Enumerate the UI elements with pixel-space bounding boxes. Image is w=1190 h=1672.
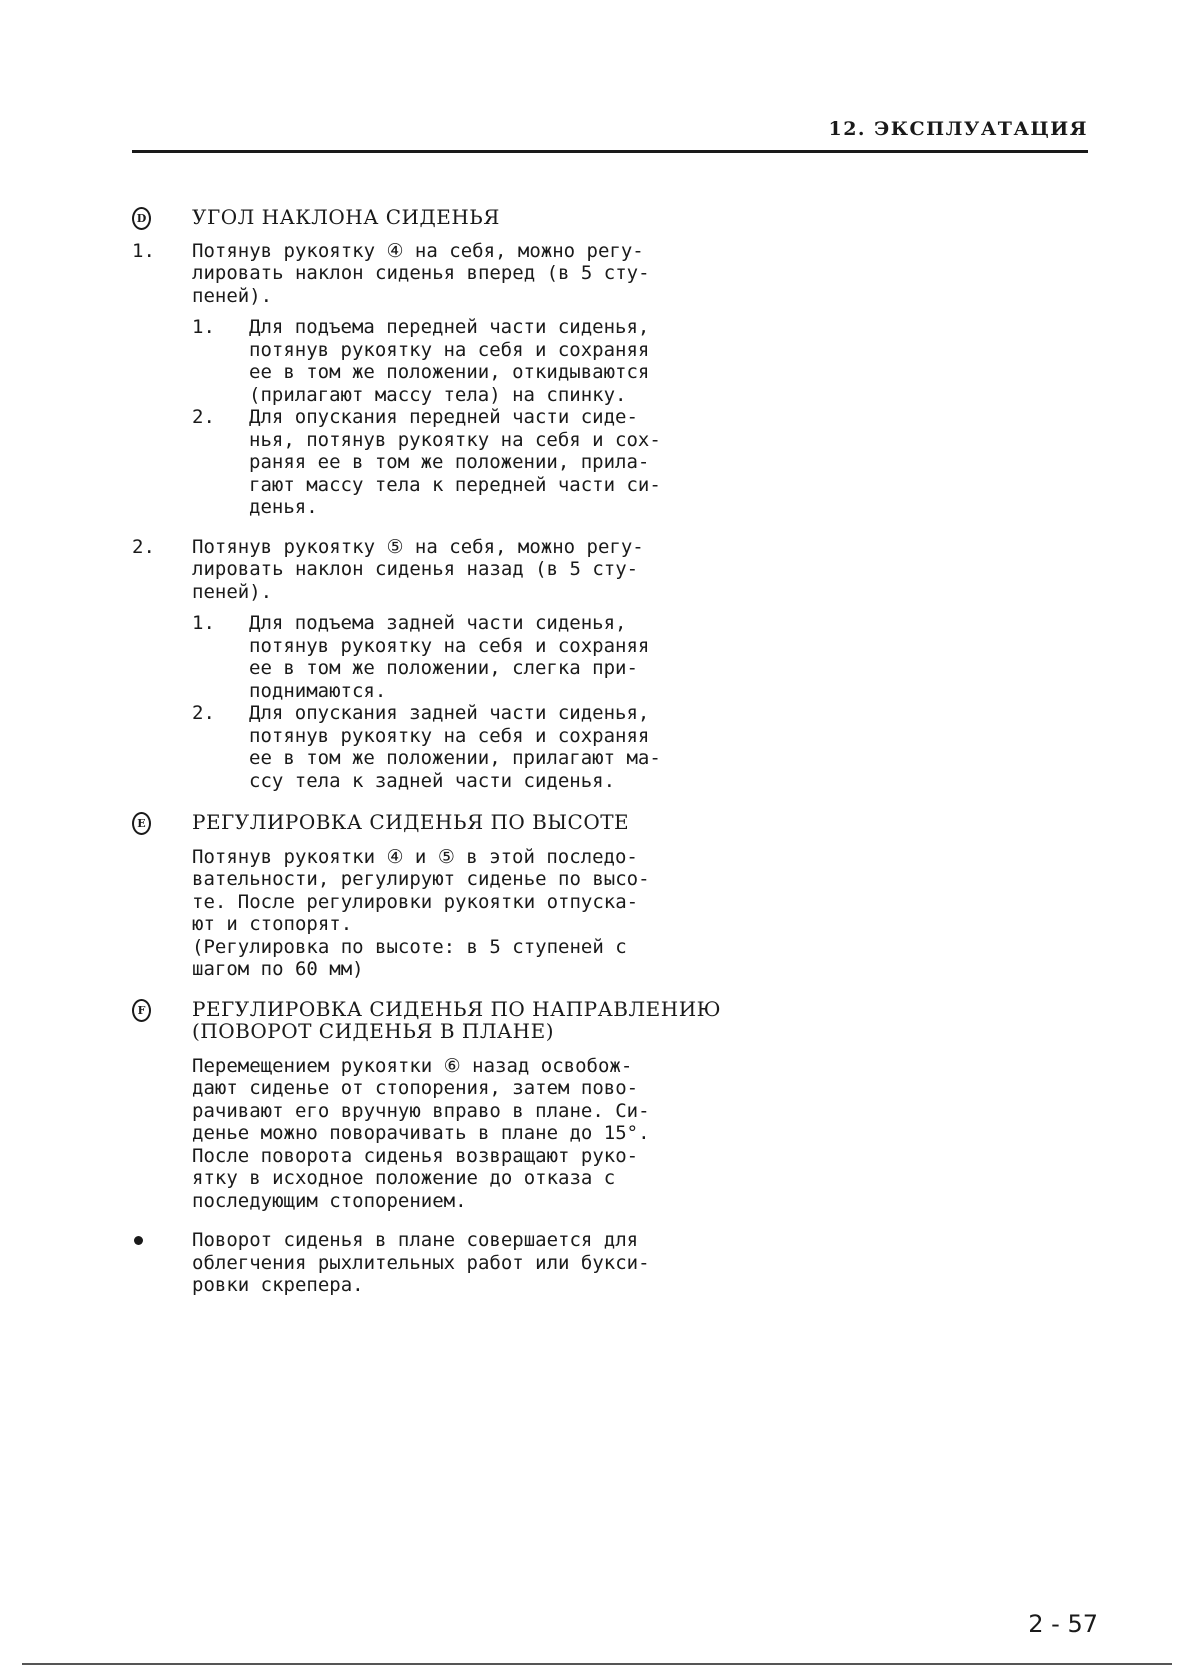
text-line: пеней). (192, 284, 273, 307)
text-line: облегчения рыхлительных работ или букси- (192, 1251, 650, 1274)
text-line: Потянув рукоятки ④ и ⑤ в этой последо- (192, 845, 638, 868)
text-line: нья, потянув рукоятку на себя и сох- (249, 428, 661, 451)
section-d-title: УГОЛ НАКЛОНА СИДЕНЬЯ (192, 205, 500, 229)
section-d-heading (132, 206, 792, 229)
sub-item-number: 1. (192, 612, 215, 634)
section-e-heading (132, 811, 792, 834)
section-f-title-line-2: (ПОВОРОТ СИДЕНЬЯ В ПЛАНЕ) (192, 1019, 554, 1043)
text-line: пеней). (192, 580, 273, 603)
text-line: ссу тела к задней части сиденья. (249, 769, 616, 792)
sub-item-number: 1. (192, 316, 215, 338)
text-line: После поворота сиденья возвращают руко- (192, 1144, 639, 1167)
text-line: ют и стопорят. (192, 913, 353, 935)
text-line: Для опускания задней части сиденья, (249, 702, 650, 724)
text-line: лировать наклон сиденья назад (в 5 сту- (192, 558, 639, 580)
text-line: ее в том же положении, откидываются (249, 361, 650, 383)
header-divider (132, 150, 1088, 153)
d-item-1-sub-2 (132, 406, 792, 519)
circled-letter-e-icon: E (132, 812, 151, 835)
d-item-2-number: 2. (132, 535, 155, 558)
section-f-body (132, 1055, 792, 1213)
d-item-1-number: 1. (132, 239, 155, 262)
text-line: последующим стопорением. (192, 1189, 467, 1212)
note (132, 1229, 792, 1297)
text-line: ее в том же положении, слегка при- (249, 657, 638, 679)
section-e-title: РЕГУЛИРОВКА СИДЕНЬЯ ПО ВЫСОТЕ (192, 810, 630, 834)
chapter-title: 12. ЭКСПЛУАТАЦИЯ (828, 118, 1088, 140)
sub-item-number: 2. (192, 406, 215, 428)
bullet-icon (134, 1236, 143, 1245)
text-line: ятку в исходное положение до отказа с (192, 1167, 616, 1189)
text-line: Для опускания передней части сиде- (249, 406, 638, 428)
section-f-title-line-1: РЕГУЛИРОВКА СИДЕНЬЯ ПО НАПРАВЛЕНИЮ (192, 996, 722, 1021)
page-number: 2 - 57 (1028, 1610, 1098, 1638)
text-line: поднимаются. (249, 679, 387, 702)
text-line: ровки скрепера. (192, 1274, 364, 1296)
text-line: раняя ее в том же положении, прила- (249, 451, 650, 473)
section-f-heading (132, 998, 792, 1043)
d-item-1-sub-1 (132, 316, 792, 406)
text-line: дают сиденье от стопорения, затем пово- (192, 1077, 639, 1099)
page-content (132, 206, 792, 1297)
text-line: гают массу тела к передней части си- (249, 473, 661, 496)
d-item-2-sub-2 (132, 702, 792, 792)
text-line: рачивают его вручную вправо в плане. Си- (192, 1099, 650, 1122)
text-line: денье можно поворачивать в плане до 15°. (192, 1122, 650, 1144)
text-line: лировать наклон сиденья вперед (в 5 сту- (192, 262, 650, 284)
text-line: шагом по 60 мм) (192, 958, 364, 980)
text-line: Поворот сиденья в плане совершается для (192, 1229, 639, 1251)
text-line: (Регулировка по высоте: в 5 ступеней с (192, 935, 627, 958)
text-line: потянув рукоятку на себя и сохраняя (249, 634, 650, 657)
bottom-divider (22, 1663, 1172, 1665)
text-line: те. После регулировки рукоятки отпуска- (192, 890, 639, 913)
sub-item-number: 2. (192, 702, 215, 724)
text-line: Потянув рукоятку ⑤ на себя, можно регу- (192, 535, 644, 558)
d-item-2 (132, 536, 792, 604)
text-line: Для подъема передней части сиденья, (249, 316, 650, 338)
d-item-1 (132, 240, 792, 308)
circled-letter-d-icon: D (132, 207, 151, 230)
section-e-body (132, 846, 792, 981)
text-line: Для подъема задней части сиденья, (249, 612, 627, 634)
text-line: денья. (249, 496, 318, 518)
text-line: вательности, регулируют сиденье по высо- (192, 868, 650, 890)
text-line: потянув рукоятку на себя и сохраняя (249, 724, 650, 747)
text-line: ее в том же положении, прилагают ма- (249, 747, 661, 769)
text-line: Потянув рукоятку ④ на себя, можно регу- (192, 239, 644, 262)
d-item-2-sub-1 (132, 612, 792, 702)
text-line: потянув рукоятку на себя и сохраняя (249, 338, 650, 361)
text-line: (прилагают массу тела) на спинку. (249, 383, 627, 406)
circled-letter-f-icon: F (132, 999, 151, 1022)
text-line: Перемещением рукоятки ⑥ назад освобож- (192, 1054, 633, 1077)
